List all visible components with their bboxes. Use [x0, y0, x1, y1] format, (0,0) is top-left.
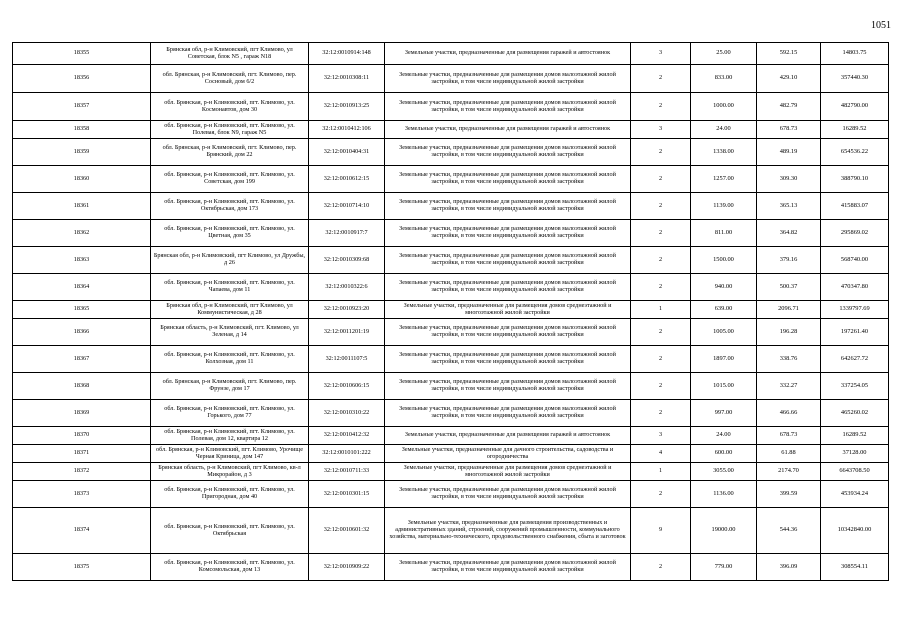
- address-cell: обл. Брянская, р-н Климовский, пгт. Климово, ул. Октябрьская: [151, 508, 309, 554]
- rate-cell: 489.19: [757, 139, 821, 166]
- group-cell: 2: [631, 193, 691, 220]
- group-cell: 2: [631, 139, 691, 166]
- rate-cell: 2096.71: [757, 301, 821, 319]
- land-category-cell: Земельные участки, предназначенные для размещения домов малоэтажной жилой застройки, в том числе индивидуальной жилой застройки: [385, 139, 631, 166]
- table-row: [13, 121, 889, 139]
- row-number-cell: 18364: [13, 274, 151, 301]
- address-cell: обл. Брянская, р-н Климовский, пгт. Климово, ул. Пригородная, дом 40: [151, 481, 309, 508]
- cadastral-value-cell: 10342840.00: [821, 508, 889, 554]
- area-cell: 1136.00: [691, 481, 757, 508]
- cadastral-number-cell: 32:12:0010913:25: [309, 93, 385, 121]
- area-cell: 833.00: [691, 65, 757, 93]
- cadastral-number-cell: 32:12:0010308:11: [309, 65, 385, 93]
- area-cell: 24.00: [691, 121, 757, 139]
- land-category-cell: Земельные участки, предназначенные для размещения домов малоэтажной жилой застройки, в том числе индивидуальной жилой застройки: [385, 373, 631, 400]
- group-cell: 2: [631, 166, 691, 193]
- cadastral-number-cell: 32:12:0011201:19: [309, 319, 385, 346]
- land-category-cell: Земельные участки, предназначенные для размещения домов малоэтажной жилой застройки, в том числе индивидуальной жилой застройки: [385, 274, 631, 301]
- cadastral-number-cell: 32:12:0010101:222: [309, 445, 385, 463]
- group-cell: 2: [631, 481, 691, 508]
- address-cell: Брянская область, р-н Климовский, пгт Климово, кв-л Микрорайон, д 3: [151, 463, 309, 481]
- land-category-cell: Земельные участки, предназначенные для размещения гаражей и автостоянок: [385, 43, 631, 65]
- cadastral-value-cell: 453934.24: [821, 481, 889, 508]
- area-cell: 600.00: [691, 445, 757, 463]
- cadastral-value-cell: 388790.10: [821, 166, 889, 193]
- land-category-cell: Земельные участки, предназначенные для размещения домов малоэтажной жилой застройки, в том числе индивидуальной жилой застройки: [385, 346, 631, 373]
- group-cell: 2: [631, 554, 691, 581]
- row-number-cell: 18366: [13, 319, 151, 346]
- cadastral-value-cell: 568740.00: [821, 247, 889, 274]
- row-number-cell: 18373: [13, 481, 151, 508]
- row-number-cell: 18374: [13, 508, 151, 554]
- table-row: [13, 274, 889, 301]
- table-row: [13, 400, 889, 427]
- area-cell: 639.00: [691, 301, 757, 319]
- cadastral-value-cell: 1339797.69: [821, 301, 889, 319]
- page-number: 1051: [871, 20, 891, 31]
- cadastral-value-cell: 6643708.50: [821, 463, 889, 481]
- address-cell: обл. Брянская, р-н Климовский, пгт. Климово, ул. Чапаева, дом 11: [151, 274, 309, 301]
- rate-cell: 332.27: [757, 373, 821, 400]
- address-cell: обл. Брянская, р-н Климовский, пгт. Климово, ул. Полевая, дом 12, квартира 12: [151, 427, 309, 445]
- area-cell: 1257.00: [691, 166, 757, 193]
- area-cell: 19000.00: [691, 508, 757, 554]
- group-cell: 2: [631, 247, 691, 274]
- group-cell: 4: [631, 445, 691, 463]
- group-cell: 1: [631, 301, 691, 319]
- address-cell: обл. Брянская, р-н Климовский, пгт. Климово, ул. Колхозная, дом 11: [151, 346, 309, 373]
- cadastral-number-cell: 32:12:0010909:22: [309, 554, 385, 581]
- group-cell: 1: [631, 463, 691, 481]
- table-row: [13, 508, 889, 554]
- group-cell: 2: [631, 400, 691, 427]
- land-category-cell: Земельные участки, предназначенные для размещения домов малоэтажной жилой застройки, в том числе индивидуальной жилой застройки: [385, 319, 631, 346]
- cadastral-number-cell: 32:12:0010412:32: [309, 427, 385, 445]
- address-cell: обл. Брянская, р-н Климовский, пгт. Климово, ул. Цветная, дом 35: [151, 220, 309, 247]
- cadastral-value-cell: 482790.00: [821, 93, 889, 121]
- area-cell: 997.00: [691, 400, 757, 427]
- row-number-cell: 18375: [13, 554, 151, 581]
- group-cell: 3: [631, 43, 691, 65]
- cadastral-value-cell: 642627.72: [821, 346, 889, 373]
- group-cell: 3: [631, 427, 691, 445]
- rate-cell: 61.88: [757, 445, 821, 463]
- area-cell: 1005.00: [691, 319, 757, 346]
- rate-cell: 396.09: [757, 554, 821, 581]
- table-row: [13, 193, 889, 220]
- rate-cell: 678.73: [757, 121, 821, 139]
- row-number-cell: 18371: [13, 445, 151, 463]
- cadastral-number-cell: 32:12:0010612:15: [309, 166, 385, 193]
- address-cell: обл. Брянская, р-н Климовский, пгт. Климово, ул. Октябрьская, дом 173: [151, 193, 309, 220]
- area-cell: 25.00: [691, 43, 757, 65]
- address-cell: обл. Брянская, р-н Климовский, пгт. Климово, Урочище Черная Криница, дом 147: [151, 445, 309, 463]
- area-cell: 3055.00: [691, 463, 757, 481]
- area-cell: 1500.00: [691, 247, 757, 274]
- cadastral-number-cell: 32:12:0010310:22: [309, 400, 385, 427]
- address-cell: Брянская обл, р-н Климовский, пгт Климово, ул Коммунистическая, д 28: [151, 301, 309, 319]
- table-row: [13, 43, 889, 65]
- group-cell: 2: [631, 274, 691, 301]
- rate-cell: 482.79: [757, 93, 821, 121]
- cadastral-value-cell: 16289.52: [821, 427, 889, 445]
- address-cell: обл. Брянская, р-н Климовский, пгт. Климово, пер. Брянский, дом 22: [151, 139, 309, 166]
- row-number-cell: 18363: [13, 247, 151, 274]
- table-row: [13, 93, 889, 121]
- land-category-cell: Земельные участки, предназначенные для размещения домов малоэтажной жилой застройки, в том числе индивидуальной жилой застройки: [385, 93, 631, 121]
- address-cell: обл. Брянская, р-н Климовский, пгт. Климово, ул. Комсомольская, дом 13: [151, 554, 309, 581]
- row-number-cell: 18360: [13, 166, 151, 193]
- cadastral-number-cell: 32:12:0010606:15: [309, 373, 385, 400]
- cadastral-value-cell: 308554.11: [821, 554, 889, 581]
- area-cell: 1000.00: [691, 93, 757, 121]
- row-number-cell: 18356: [13, 65, 151, 93]
- land-category-cell: Земельные участки, предназначенные для размещения домов малоэтажной жилой застройки, в том числе индивидуальной жилой застройки: [385, 65, 631, 93]
- land-category-cell: Земельные участки, предназначенные для размещения домов малоэтажной жилой застройки, в том числе индивидуальной жилой застройки: [385, 554, 631, 581]
- row-number-cell: 18358: [13, 121, 151, 139]
- cadastral-value-cell: 37128.00: [821, 445, 889, 463]
- row-number-cell: 18361: [13, 193, 151, 220]
- land-category-cell: Земельные участки, предназначенные для размещения домов малоэтажной жилой застройки, в том числе индивидуальной жилой застройки: [385, 481, 631, 508]
- rate-cell: 338.76: [757, 346, 821, 373]
- rate-cell: 379.16: [757, 247, 821, 274]
- cadastral-number-cell: 32:12:0010322:6: [309, 274, 385, 301]
- cadastral-number-cell: 32:12:0010914:148: [309, 43, 385, 65]
- cadastral-value-cell: 16289.52: [821, 121, 889, 139]
- table-row: [13, 220, 889, 247]
- area-cell: 1139.00: [691, 193, 757, 220]
- group-cell: 2: [631, 220, 691, 247]
- land-registry-table: [12, 42, 889, 581]
- area-cell: 24.00: [691, 427, 757, 445]
- address-cell: Брянская область, р-н Климовский, пгт. Климово, ул Зеленая, д 14: [151, 319, 309, 346]
- cadastral-value-cell: 197261.40: [821, 319, 889, 346]
- land-category-cell: Земельные участки, предназначенные для размещения домов малоэтажной жилой застройки, в том числе индивидуальной жилой застройки: [385, 247, 631, 274]
- land-category-cell: Земельные участки, предназначенные для размещения домов среднеэтажной и многоэтажной жилой застройки: [385, 301, 631, 319]
- land-category-cell: Земельные участки, предназначенные для размещения домов малоэтажной жилой застройки, в том числе индивидуальной жилой застройки: [385, 193, 631, 220]
- rate-cell: 196.28: [757, 319, 821, 346]
- row-number-cell: 18368: [13, 373, 151, 400]
- table-row: [13, 373, 889, 400]
- table-row: [13, 319, 889, 346]
- cadastral-value-cell: 465260.02: [821, 400, 889, 427]
- table-row: [13, 166, 889, 193]
- address-cell: обл. Брянская, р-н Климовский, пгт. Климово, ул. Горького, дом 77: [151, 400, 309, 427]
- rate-cell: 365.13: [757, 193, 821, 220]
- land-category-cell: Земельные участки, предназначенные для размещения домов малоэтажной жилой застройки, в том числе индивидуальной жилой застройки: [385, 220, 631, 247]
- row-number-cell: 18359: [13, 139, 151, 166]
- rate-cell: 309.30: [757, 166, 821, 193]
- row-number-cell: 18357: [13, 93, 151, 121]
- row-number-cell: 18362: [13, 220, 151, 247]
- land-category-cell: Земельные участки, предназначенные для размещения гаражей и автостоянок: [385, 121, 631, 139]
- group-cell: 3: [631, 121, 691, 139]
- group-cell: 2: [631, 373, 691, 400]
- table-row: [13, 301, 889, 319]
- cadastral-value-cell: 295869.02: [821, 220, 889, 247]
- rate-cell: 2174.70: [757, 463, 821, 481]
- table-row: [13, 554, 889, 581]
- group-cell: 9: [631, 508, 691, 554]
- land-category-cell: Земельные участки, предназначенные для дачного строительства, садоводства и огородничества: [385, 445, 631, 463]
- cadastral-number-cell: 32:12:0010711:33: [309, 463, 385, 481]
- table-row: [13, 139, 889, 166]
- table-row: [13, 346, 889, 373]
- area-cell: 1015.00: [691, 373, 757, 400]
- area-cell: 940.00: [691, 274, 757, 301]
- cadastral-value-cell: 14803.75: [821, 43, 889, 65]
- address-cell: обл. Брянская, р-н Климовский, пгт. Климово, ул. Советская, дом 199: [151, 166, 309, 193]
- address-cell: Брянская обл, р-н Климовский, пгт Климово, ул Советская, блок N5 , гараж N18: [151, 43, 309, 65]
- area-cell: 1897.00: [691, 346, 757, 373]
- cadastral-number-cell: 32:12:0010404:31: [309, 139, 385, 166]
- land-category-cell: Земельные участки, предназначенные для размещения производственных и административных зданий, строений, сооружений промышленности, коммунального хозяйства, материально-технического, продовольственного снабжения, сбыта и заготовок: [385, 508, 631, 554]
- rate-cell: 678.73: [757, 427, 821, 445]
- cadastral-number-cell: 32:12:0010923:20: [309, 301, 385, 319]
- address-cell: обл. Брянская, р-н Климовский, пгт. Климово, ул. Полевая, блок N9, гараж N5: [151, 121, 309, 139]
- rate-cell: 500.37: [757, 274, 821, 301]
- table-row: [13, 247, 889, 274]
- address-cell: обл. Брянская, р-н Климовский, пгт. Климово, пер. Фрунзе, дом 17: [151, 373, 309, 400]
- cadastral-number-cell: 32:12:0010309:68: [309, 247, 385, 274]
- cadastral-value-cell: 470347.80: [821, 274, 889, 301]
- land-category-cell: Земельные участки, предназначенные для размещения домов среднеэтажной и многоэтажной жилой застройки: [385, 463, 631, 481]
- cadastral-number-cell: 32:12:0010601:32: [309, 508, 385, 554]
- address-cell: обл. Брянская, р-н Климовский, пгт. Климово, ул. Космонавтов, дом 30: [151, 93, 309, 121]
- land-category-cell: Земельные участки, предназначенные для размещения домов малоэтажной жилой застройки, в том числе индивидуальной жилой застройки: [385, 400, 631, 427]
- cadastral-value-cell: 337254.05: [821, 373, 889, 400]
- rate-cell: 429.10: [757, 65, 821, 93]
- land-category-cell: Земельные участки, предназначенные для размещения гаражей и автостоянок: [385, 427, 631, 445]
- table-row: [13, 427, 889, 445]
- area-cell: 1338.00: [691, 139, 757, 166]
- area-cell: 811.00: [691, 220, 757, 247]
- row-number-cell: 18369: [13, 400, 151, 427]
- rate-cell: 466.66: [757, 400, 821, 427]
- cadastral-value-cell: 415883.07: [821, 193, 889, 220]
- row-number-cell: 18365: [13, 301, 151, 319]
- cadastral-number-cell: 32:12:0010412:106: [309, 121, 385, 139]
- rate-cell: 592.15: [757, 43, 821, 65]
- rate-cell: 364.82: [757, 220, 821, 247]
- rate-cell: 544.36: [757, 508, 821, 554]
- rate-cell: 399.59: [757, 481, 821, 508]
- table-row: [13, 65, 889, 93]
- row-number-cell: 18367: [13, 346, 151, 373]
- row-number-cell: 18355: [13, 43, 151, 65]
- cadastral-number-cell: 32:12:0010714:10: [309, 193, 385, 220]
- land-category-cell: Земельные участки, предназначенные для размещения домов малоэтажной жилой застройки, в том числе индивидуальной жилой застройки: [385, 166, 631, 193]
- group-cell: 2: [631, 65, 691, 93]
- table-row: [13, 463, 889, 481]
- row-number-cell: 18372: [13, 463, 151, 481]
- area-cell: 779.00: [691, 554, 757, 581]
- group-cell: 2: [631, 319, 691, 346]
- group-cell: 2: [631, 346, 691, 373]
- group-cell: 2: [631, 93, 691, 121]
- cadastral-value-cell: 357440.30: [821, 65, 889, 93]
- row-number-cell: 18370: [13, 427, 151, 445]
- address-cell: обл. Брянская, р-н Климовский, пгт. Климово, пер. Сосновый, дом 6/2: [151, 65, 309, 93]
- cadastral-value-cell: 654536.22: [821, 139, 889, 166]
- cadastral-number-cell: 32:12:0010917:7: [309, 220, 385, 247]
- address-cell: Брянская обл, р-н Климовский, пгт Климово, ул Дружбы, д 26: [151, 247, 309, 274]
- cadastral-number-cell: 32:12:0010301:15: [309, 481, 385, 508]
- cadastral-number-cell: 32:12:0011107:5: [309, 346, 385, 373]
- table-row: [13, 481, 889, 508]
- table-row: [13, 445, 889, 463]
